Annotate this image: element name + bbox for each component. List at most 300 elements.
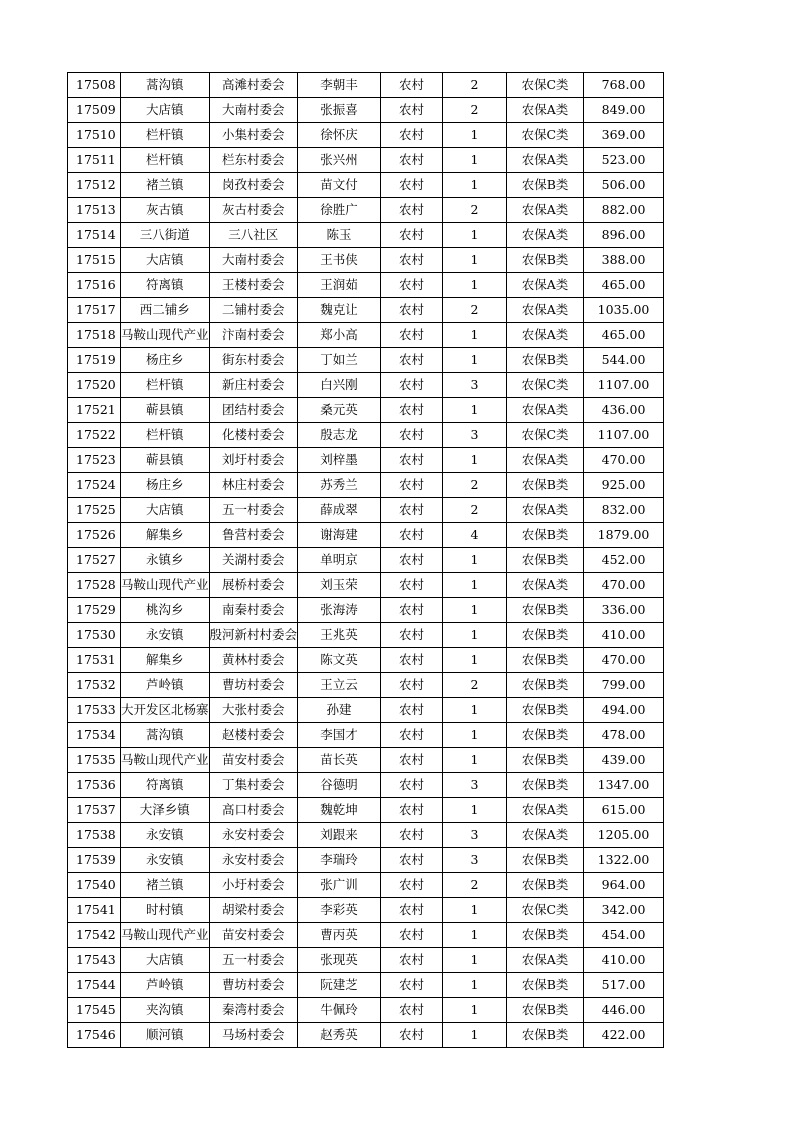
- town-cell: 芦岭镇: [121, 973, 210, 998]
- record-id-cell: 17531: [68, 648, 121, 673]
- area-type-cell: 农村: [381, 398, 443, 423]
- table-row: [68, 223, 664, 248]
- area-type-cell: 农村: [381, 673, 443, 698]
- household-count-cell: 1: [443, 698, 507, 723]
- name-cell: 谷德明: [298, 773, 381, 798]
- village-cell: 高口村委会: [209, 798, 298, 823]
- town-cell: 蕲县镇: [121, 398, 210, 423]
- household-count-cell: 1: [443, 898, 507, 923]
- village-cell: 新庄村委会: [209, 373, 298, 398]
- record-id-cell: 17542: [68, 923, 121, 948]
- amount-cell: 439.00: [584, 748, 664, 773]
- amount-cell: 369.00: [584, 123, 664, 148]
- town-cell: 夹沟镇: [121, 998, 210, 1023]
- town-cell: 解集乡: [121, 648, 210, 673]
- name-cell: 丁如兰: [298, 348, 381, 373]
- household-count-cell: 2: [443, 198, 507, 223]
- record-id-cell: 17525: [68, 498, 121, 523]
- record-id-cell: 17534: [68, 723, 121, 748]
- record-id-cell: 17535: [68, 748, 121, 773]
- name-cell: 谢海建: [298, 523, 381, 548]
- village-cell: 小圩村委会: [209, 873, 298, 898]
- name-cell: 薛成翠: [298, 498, 381, 523]
- table-row: [68, 373, 664, 398]
- area-type-cell: 农村: [381, 598, 443, 623]
- amount-cell: 799.00: [584, 673, 664, 698]
- record-id-cell: 17539: [68, 848, 121, 873]
- record-id-cell: 17541: [68, 898, 121, 923]
- town-cell: 褚兰镇: [121, 873, 210, 898]
- table-row: [68, 73, 664, 98]
- insurance-class-cell: 农保B类: [507, 623, 584, 648]
- village-cell: 五一村委会: [209, 498, 298, 523]
- record-id-cell: 17530: [68, 623, 121, 648]
- table-row: [68, 823, 664, 848]
- table-row: [68, 448, 664, 473]
- household-count-cell: 1: [443, 748, 507, 773]
- record-id-cell: 17522: [68, 423, 121, 448]
- record-id-cell: 17519: [68, 348, 121, 373]
- town-cell: 芦岭镇: [121, 673, 210, 698]
- table-row: [68, 1023, 664, 1048]
- record-id-cell: 17546: [68, 1023, 121, 1048]
- record-id-cell: 17538: [68, 823, 121, 848]
- table-row: [68, 398, 664, 423]
- insurance-class-cell: 农保C类: [507, 73, 584, 98]
- record-id-cell: 17528: [68, 573, 121, 598]
- amount-cell: 523.00: [584, 148, 664, 173]
- table-row: [68, 973, 664, 998]
- name-cell: 陈玉: [298, 223, 381, 248]
- insurance-class-cell: 农保C类: [507, 898, 584, 923]
- amount-cell: 615.00: [584, 798, 664, 823]
- table-row: [68, 498, 664, 523]
- table-row: [68, 648, 664, 673]
- table-row: [68, 123, 664, 148]
- name-cell: 曹丙英: [298, 923, 381, 948]
- village-cell: 化楼村委会: [209, 423, 298, 448]
- area-type-cell: 农村: [381, 798, 443, 823]
- town-cell: 栏杆镇: [121, 123, 210, 148]
- amount-cell: 832.00: [584, 498, 664, 523]
- village-cell: 苗安村委会: [209, 748, 298, 773]
- amount-cell: 1322.00: [584, 848, 664, 873]
- insurance-class-cell: 农保A类: [507, 573, 584, 598]
- household-count-cell: 1: [443, 173, 507, 198]
- table-row: [68, 598, 664, 623]
- area-type-cell: 农村: [381, 848, 443, 873]
- record-id-cell: 17532: [68, 673, 121, 698]
- area-type-cell: 农村: [381, 898, 443, 923]
- table-row: [68, 723, 664, 748]
- table-row: [68, 873, 664, 898]
- record-id-cell: 17544: [68, 973, 121, 998]
- table-row: [68, 798, 664, 823]
- amount-cell: 768.00: [584, 73, 664, 98]
- insurance-class-cell: 农保B类: [507, 748, 584, 773]
- insurance-class-cell: 农保A类: [507, 223, 584, 248]
- village-cell: 展桥村委会: [209, 573, 298, 598]
- table-row: [68, 948, 664, 973]
- area-type-cell: 农村: [381, 923, 443, 948]
- household-count-cell: 1: [443, 123, 507, 148]
- village-cell: 殷河新村村委会: [209, 623, 298, 648]
- table-row: [68, 748, 664, 773]
- record-id-cell: 17518: [68, 323, 121, 348]
- name-cell: 李瑞玲: [298, 848, 381, 873]
- insurance-class-cell: 农保A类: [507, 273, 584, 298]
- village-cell: 南秦村委会: [209, 598, 298, 623]
- insurance-class-cell: 农保B类: [507, 523, 584, 548]
- village-cell: 团结村委会: [209, 398, 298, 423]
- insurance-class-cell: 农保A类: [507, 798, 584, 823]
- village-cell: 丁集村委会: [209, 773, 298, 798]
- amount-cell: 494.00: [584, 698, 664, 723]
- household-count-cell: 3: [443, 848, 507, 873]
- area-type-cell: 农村: [381, 273, 443, 298]
- record-id-cell: 17513: [68, 198, 121, 223]
- area-type-cell: 农村: [381, 523, 443, 548]
- amount-cell: 544.00: [584, 348, 664, 373]
- household-count-cell: 1: [443, 398, 507, 423]
- household-count-cell: 3: [443, 773, 507, 798]
- household-count-cell: 1: [443, 948, 507, 973]
- amount-cell: 454.00: [584, 923, 664, 948]
- table-row: [68, 848, 664, 873]
- name-cell: 张振喜: [298, 98, 381, 123]
- name-cell: 苗长英: [298, 748, 381, 773]
- area-type-cell: 农村: [381, 648, 443, 673]
- amount-cell: 882.00: [584, 198, 664, 223]
- insurance-class-cell: 农保B类: [507, 973, 584, 998]
- amount-cell: 964.00: [584, 873, 664, 898]
- village-cell: 三八社区: [209, 223, 298, 248]
- name-cell: 徐胜广: [298, 198, 381, 223]
- insurance-class-cell: 农保B类: [507, 998, 584, 1023]
- record-id-cell: 17509: [68, 98, 121, 123]
- amount-cell: 410.00: [584, 948, 664, 973]
- amount-cell: 1879.00: [584, 523, 664, 548]
- town-cell: 西二铺乡: [121, 298, 210, 323]
- area-type-cell: 农村: [381, 198, 443, 223]
- amount-cell: 1107.00: [584, 423, 664, 448]
- name-cell: 刘玉荣: [298, 573, 381, 598]
- area-type-cell: 农村: [381, 698, 443, 723]
- insurance-class-cell: 农保A类: [507, 148, 584, 173]
- town-cell: 桃沟乡: [121, 598, 210, 623]
- amount-cell: 896.00: [584, 223, 664, 248]
- insurance-class-cell: 农保B类: [507, 723, 584, 748]
- area-type-cell: 农村: [381, 123, 443, 148]
- area-type-cell: 农村: [381, 548, 443, 573]
- area-type-cell: 农村: [381, 148, 443, 173]
- name-cell: 李朝丰: [298, 73, 381, 98]
- village-cell: 永安村委会: [209, 848, 298, 873]
- table-row: [68, 623, 664, 648]
- insurance-class-cell: 农保B类: [507, 548, 584, 573]
- amount-cell: 517.00: [584, 973, 664, 998]
- area-type-cell: 农村: [381, 448, 443, 473]
- household-count-cell: 1: [443, 723, 507, 748]
- insurance-class-cell: 农保B类: [507, 923, 584, 948]
- town-cell: 蕲县镇: [121, 448, 210, 473]
- household-count-cell: 2: [443, 298, 507, 323]
- table-row: [68, 98, 664, 123]
- village-cell: 曹坊村委会: [209, 973, 298, 998]
- town-cell: 马鞍山现代产业: [121, 748, 210, 773]
- amount-cell: 925.00: [584, 473, 664, 498]
- village-cell: 大张村委会: [209, 698, 298, 723]
- household-count-cell: 1: [443, 148, 507, 173]
- amount-cell: 446.00: [584, 998, 664, 1023]
- insurance-class-cell: 农保B类: [507, 848, 584, 873]
- record-id-cell: 17515: [68, 248, 121, 273]
- name-cell: 郑小高: [298, 323, 381, 348]
- name-cell: 赵秀英: [298, 1023, 381, 1048]
- insurance-class-cell: 农保A类: [507, 823, 584, 848]
- insurance-class-cell: 农保B类: [507, 698, 584, 723]
- name-cell: 张现英: [298, 948, 381, 973]
- table-row: [68, 573, 664, 598]
- amount-cell: 1035.00: [584, 298, 664, 323]
- area-type-cell: 农村: [381, 948, 443, 973]
- village-cell: 岗孜村委会: [209, 173, 298, 198]
- village-cell: 灰古村委会: [209, 198, 298, 223]
- household-count-cell: 4: [443, 523, 507, 548]
- village-cell: 苗安村委会: [209, 923, 298, 948]
- town-cell: 马鞍山现代产业: [121, 573, 210, 598]
- area-type-cell: 农村: [381, 348, 443, 373]
- town-cell: 杨庄乡: [121, 348, 210, 373]
- town-cell: 大店镇: [121, 248, 210, 273]
- household-count-cell: 1: [443, 448, 507, 473]
- table-row: [68, 898, 664, 923]
- amount-cell: 478.00: [584, 723, 664, 748]
- household-count-cell: 2: [443, 873, 507, 898]
- name-cell: 桑元英: [298, 398, 381, 423]
- name-cell: 王润茹: [298, 273, 381, 298]
- town-cell: 永安镇: [121, 823, 210, 848]
- record-id-cell: 17517: [68, 298, 121, 323]
- village-cell: 王楼村委会: [209, 273, 298, 298]
- town-cell: 符离镇: [121, 773, 210, 798]
- village-cell: 马场村委会: [209, 1023, 298, 1048]
- village-cell: 林庄村委会: [209, 473, 298, 498]
- table-row: [68, 248, 664, 273]
- table-row: [68, 523, 664, 548]
- name-cell: 张广训: [298, 873, 381, 898]
- table-row: [68, 298, 664, 323]
- area-type-cell: 农村: [381, 873, 443, 898]
- name-cell: 牛佩玲: [298, 998, 381, 1023]
- village-cell: 大南村委会: [209, 248, 298, 273]
- area-type-cell: 农村: [381, 223, 443, 248]
- amount-cell: 452.00: [584, 548, 664, 573]
- area-type-cell: 农村: [381, 373, 443, 398]
- village-cell: 二铺村委会: [209, 298, 298, 323]
- household-count-cell: 1: [443, 998, 507, 1023]
- name-cell: 张兴州: [298, 148, 381, 173]
- record-id-cell: 17512: [68, 173, 121, 198]
- household-count-cell: 1: [443, 648, 507, 673]
- town-cell: 马鞍山现代产业: [121, 323, 210, 348]
- household-count-cell: 1: [443, 548, 507, 573]
- village-cell: 秦湾村委会: [209, 998, 298, 1023]
- record-id-cell: 17533: [68, 698, 121, 723]
- household-count-cell: 2: [443, 73, 507, 98]
- record-id-cell: 17510: [68, 123, 121, 148]
- insurance-class-cell: 农保C类: [507, 423, 584, 448]
- record-id-cell: 17521: [68, 398, 121, 423]
- area-type-cell: 农村: [381, 723, 443, 748]
- amount-cell: 506.00: [584, 173, 664, 198]
- household-count-cell: 1: [443, 1023, 507, 1048]
- table-row: [68, 773, 664, 798]
- town-cell: 蒿沟镇: [121, 723, 210, 748]
- village-cell: 黄林村委会: [209, 648, 298, 673]
- area-type-cell: 农村: [381, 98, 443, 123]
- village-cell: 汴南村委会: [209, 323, 298, 348]
- household-count-cell: 3: [443, 823, 507, 848]
- village-cell: 大南村委会: [209, 98, 298, 123]
- village-cell: 街东村委会: [209, 348, 298, 373]
- area-type-cell: 农村: [381, 423, 443, 448]
- insurance-class-cell: 农保A类: [507, 498, 584, 523]
- name-cell: 殷志龙: [298, 423, 381, 448]
- record-id-cell: 17523: [68, 448, 121, 473]
- table-row: [68, 348, 664, 373]
- amount-cell: 470.00: [584, 573, 664, 598]
- table-row: [68, 698, 664, 723]
- town-cell: 马鞍山现代产业: [121, 923, 210, 948]
- amount-cell: 470.00: [584, 648, 664, 673]
- town-cell: 褚兰镇: [121, 173, 210, 198]
- name-cell: 陈文英: [298, 648, 381, 673]
- village-cell: 栏东村委会: [209, 148, 298, 173]
- table-row: [68, 998, 664, 1023]
- amount-cell: 465.00: [584, 323, 664, 348]
- name-cell: 刘跟来: [298, 823, 381, 848]
- area-type-cell: 农村: [381, 1023, 443, 1048]
- town-cell: 永镇乡: [121, 548, 210, 573]
- insurance-class-cell: 农保B类: [507, 773, 584, 798]
- name-cell: 王兆英: [298, 623, 381, 648]
- name-cell: 魏克让: [298, 298, 381, 323]
- area-type-cell: 农村: [381, 973, 443, 998]
- table-row: [68, 473, 664, 498]
- town-cell: 时村镇: [121, 898, 210, 923]
- area-type-cell: 农村: [381, 498, 443, 523]
- town-cell: 栏杆镇: [121, 148, 210, 173]
- record-id-cell: 17524: [68, 473, 121, 498]
- town-cell: 大泽乡镇: [121, 798, 210, 823]
- village-cell: 曹坊村委会: [209, 673, 298, 698]
- record-id-cell: 17543: [68, 948, 121, 973]
- town-cell: 大店镇: [121, 948, 210, 973]
- insurance-class-cell: 农保B类: [507, 673, 584, 698]
- table-row: [68, 148, 664, 173]
- insurance-class-cell: 农保A类: [507, 398, 584, 423]
- household-count-cell: 2: [443, 473, 507, 498]
- household-count-cell: 2: [443, 498, 507, 523]
- village-cell: 胡梁村委会: [209, 898, 298, 923]
- table-row: [68, 548, 664, 573]
- insurance-class-cell: 农保B类: [507, 648, 584, 673]
- record-id-cell: 17511: [68, 148, 121, 173]
- table-row: [68, 323, 664, 348]
- household-count-cell: 1: [443, 573, 507, 598]
- table-row: [68, 173, 664, 198]
- insurance-class-cell: 农保A类: [507, 198, 584, 223]
- name-cell: 单明京: [298, 548, 381, 573]
- area-type-cell: 农村: [381, 623, 443, 648]
- household-count-cell: 1: [443, 223, 507, 248]
- household-count-cell: 1: [443, 973, 507, 998]
- amount-cell: 422.00: [584, 1023, 664, 1048]
- insurance-class-cell: 农保A类: [507, 948, 584, 973]
- household-count-cell: 3: [443, 423, 507, 448]
- area-type-cell: 农村: [381, 473, 443, 498]
- village-cell: 鲁营村委会: [209, 523, 298, 548]
- household-count-cell: 2: [443, 673, 507, 698]
- area-type-cell: 农村: [381, 173, 443, 198]
- record-id-cell: 17508: [68, 73, 121, 98]
- town-cell: 解集乡: [121, 523, 210, 548]
- record-id-cell: 17520: [68, 373, 121, 398]
- area-type-cell: 农村: [381, 248, 443, 273]
- area-type-cell: 农村: [381, 323, 443, 348]
- town-cell: 符离镇: [121, 273, 210, 298]
- village-cell: 刘圩村委会: [209, 448, 298, 473]
- amount-cell: 1107.00: [584, 373, 664, 398]
- area-type-cell: 农村: [381, 773, 443, 798]
- insurance-class-cell: 农保C类: [507, 123, 584, 148]
- insurance-class-cell: 农保C类: [507, 373, 584, 398]
- name-cell: 王立云: [298, 673, 381, 698]
- amount-cell: 342.00: [584, 898, 664, 923]
- amount-cell: 1205.00: [584, 823, 664, 848]
- record-id-cell: 17527: [68, 548, 121, 573]
- town-cell: 栏杆镇: [121, 423, 210, 448]
- insurance-class-cell: 农保B类: [507, 598, 584, 623]
- household-count-cell: 1: [443, 273, 507, 298]
- name-cell: 李彩英: [298, 898, 381, 923]
- town-cell: 杨庄乡: [121, 473, 210, 498]
- town-cell: 三八街道: [121, 223, 210, 248]
- amount-cell: 436.00: [584, 398, 664, 423]
- record-id-cell: 17526: [68, 523, 121, 548]
- record-id-cell: 17537: [68, 798, 121, 823]
- amount-cell: 465.00: [584, 273, 664, 298]
- area-type-cell: 农村: [381, 573, 443, 598]
- name-cell: 阮建芝: [298, 973, 381, 998]
- name-cell: 王书侠: [298, 248, 381, 273]
- village-cell: 高滩村委会: [209, 73, 298, 98]
- household-count-cell: 1: [443, 598, 507, 623]
- table-row: [68, 423, 664, 448]
- town-cell: 永安镇: [121, 848, 210, 873]
- town-cell: 灰古镇: [121, 198, 210, 223]
- insurance-class-cell: 农保B类: [507, 473, 584, 498]
- household-count-cell: 1: [443, 323, 507, 348]
- name-cell: 张海涛: [298, 598, 381, 623]
- area-type-cell: 农村: [381, 823, 443, 848]
- table-row: [68, 923, 664, 948]
- amount-cell: 388.00: [584, 248, 664, 273]
- household-count-cell: 1: [443, 923, 507, 948]
- household-count-cell: 2: [443, 98, 507, 123]
- name-cell: 魏乾坤: [298, 798, 381, 823]
